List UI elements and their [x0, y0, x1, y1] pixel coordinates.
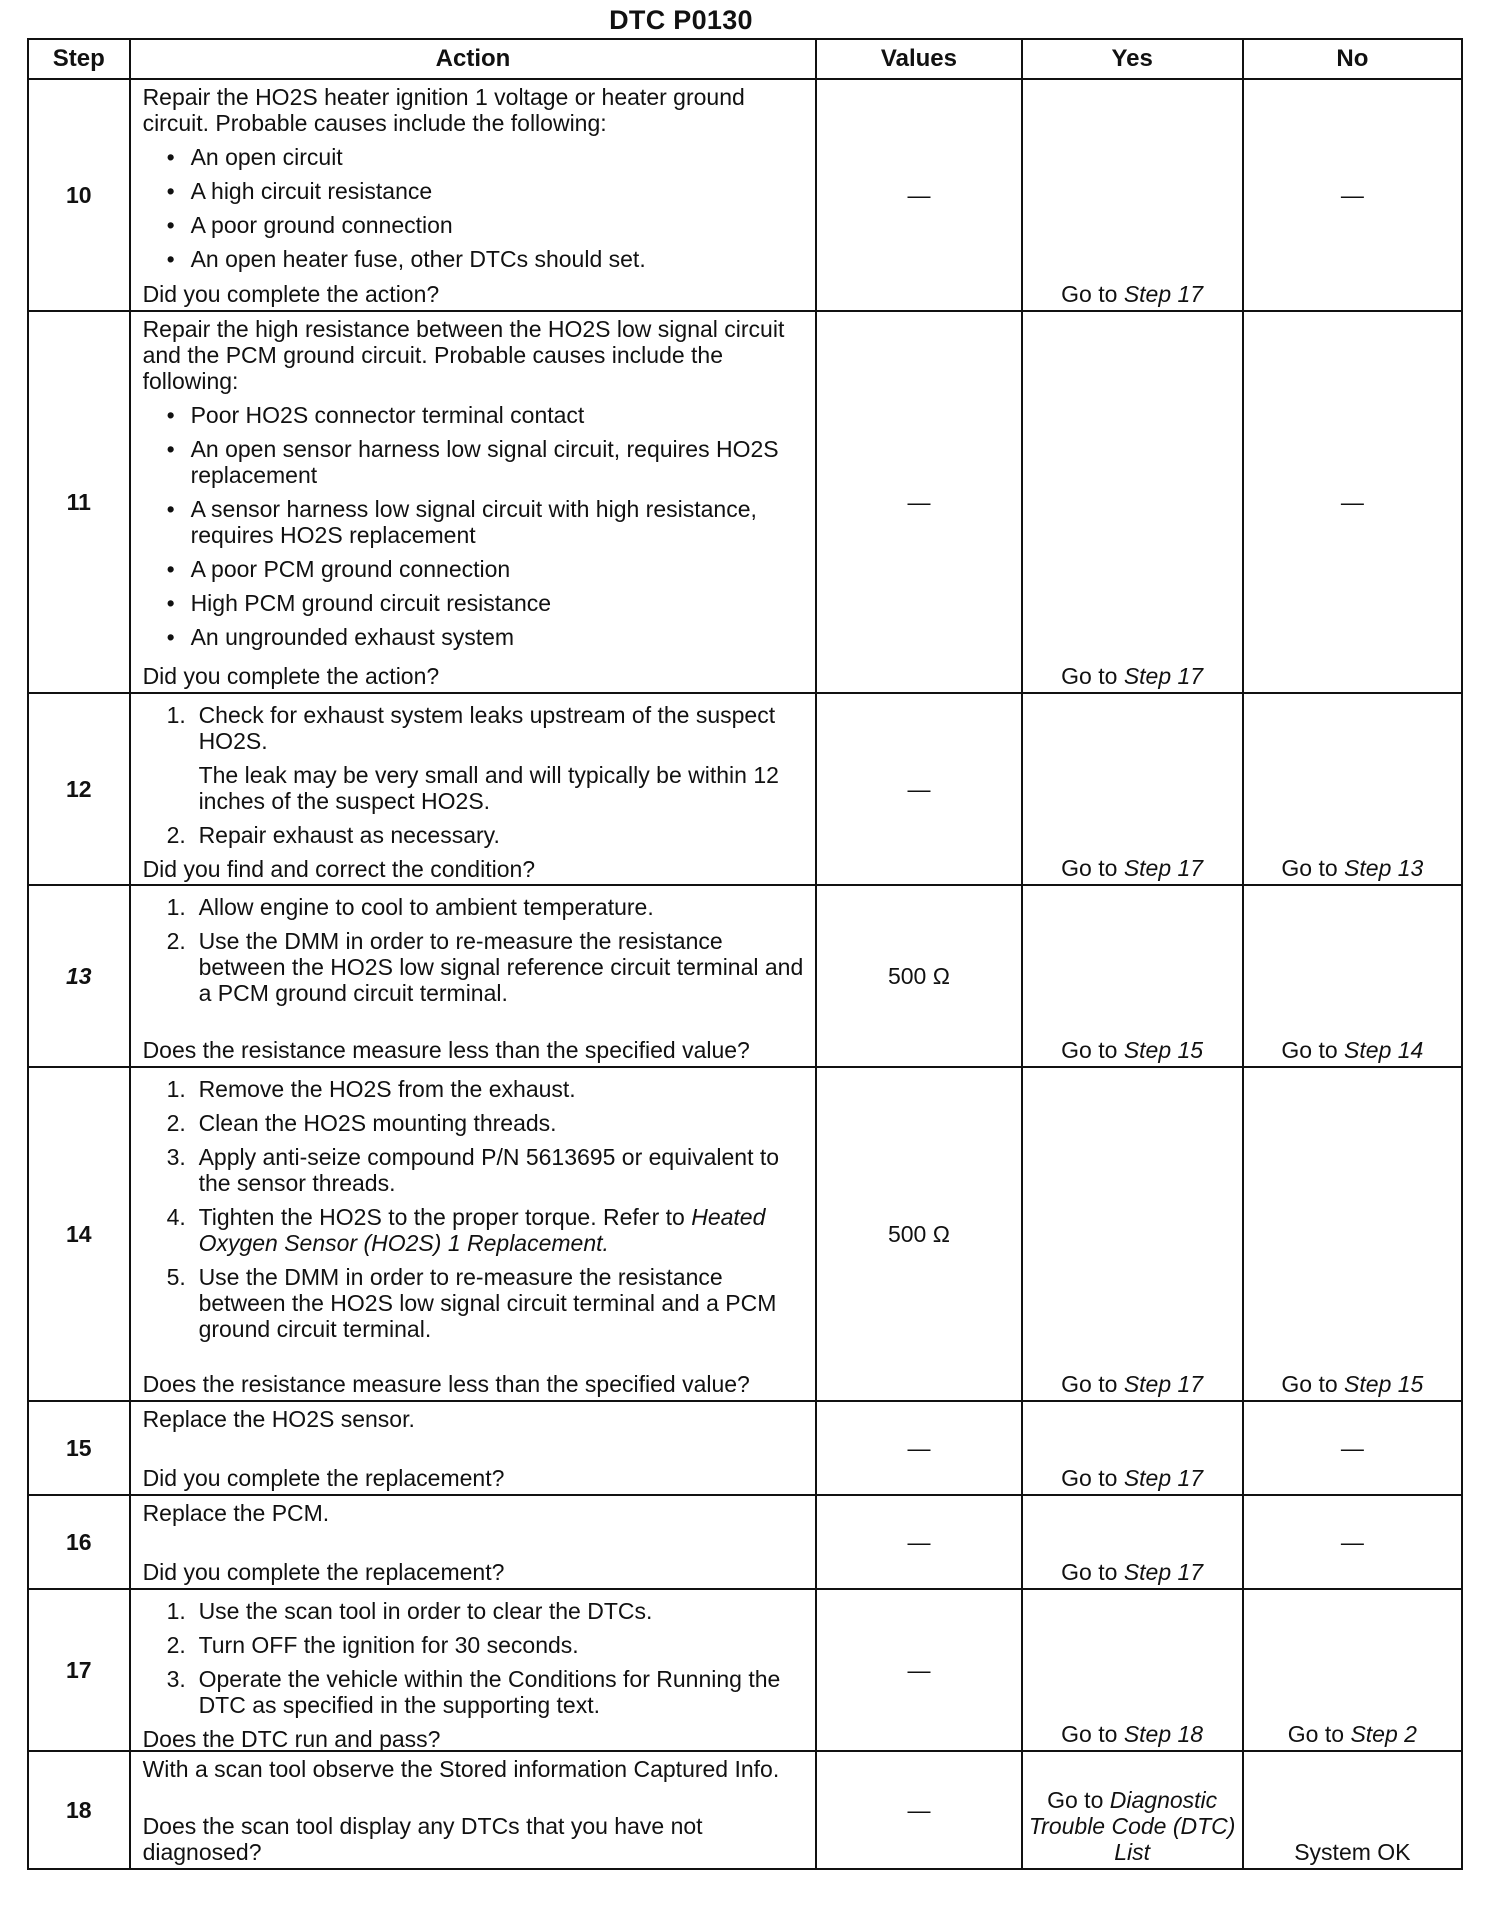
list-item: • An open sensor harness low signal circuit, requires HO2S replacement	[167, 436, 806, 488]
table-row	[28, 79, 1462, 311]
action-cell	[130, 79, 817, 311]
item-text: Allow engine to cool to ambient temperature.	[198, 894, 654, 920]
action-cell	[130, 1067, 817, 1401]
table-row	[28, 1589, 1462, 1751]
dtc-table	[27, 38, 1463, 1870]
action-question: Did you complete the action?	[142, 281, 440, 307]
procedure-list	[143, 894, 806, 1006]
yes-dtc-list-ref: Diagnostic Trouble Code (DTC) List	[1028, 1787, 1236, 1865]
values-cell: 500 Ω	[816, 1067, 1021, 1401]
item-text: Operate the vehicle within the Conditions for Running the DTC as specified in the supporting text.	[198, 1666, 781, 1718]
procedure-list	[143, 1598, 806, 1718]
go-to-label: Go to	[1047, 1787, 1104, 1813]
yes-cell	[1022, 693, 1243, 885]
no-cell	[1243, 885, 1462, 1067]
procedure-list	[143, 702, 806, 848]
go-to-label: Go to	[1061, 1559, 1118, 1585]
no-cell	[1243, 1067, 1462, 1401]
go-to-label: Go to	[1061, 663, 1118, 689]
list-item: 2. Use the DMM in order to re-measure the resistance between the HO2S low signal reference circuit terminal and a PCM ground circuit terminal.	[166, 928, 804, 1006]
list-item: • A sensor harness low signal circuit with high resistance, requires HO2S replacement	[167, 496, 806, 548]
action-question: Did you find and correct the condition?	[142, 856, 536, 882]
step-number: 12	[28, 693, 130, 885]
go-to-label: Go to	[1287, 1721, 1345, 1747]
action-cell	[130, 311, 817, 693]
list-item: • A high circuit resistance	[167, 178, 806, 204]
table-row	[28, 311, 1462, 693]
no-cell: —	[1243, 79, 1462, 311]
list-item: 4. Tighten the HO2S to the proper torque. Refer to Heated Oxygen Sensor (HO2S) 1 Replacement.	[166, 1204, 766, 1256]
values-cell: —	[816, 1751, 1021, 1869]
yes-cell	[1022, 1067, 1243, 1401]
action-question: Does the scan tool display any DTCs that you have not diagnosed?	[142, 1813, 703, 1865]
list-item: 2. Repair exhaust as necessary.	[166, 822, 500, 848]
yes-step-ref: Step 17	[1123, 281, 1204, 307]
list-item: • Poor HO2S connector terminal contact	[167, 402, 806, 428]
header-no: No	[1243, 39, 1462, 79]
yes-step-ref: Step 15	[1123, 1037, 1204, 1063]
table-row	[28, 693, 1462, 885]
step-number: 14	[28, 1067, 130, 1401]
step-number: 15	[28, 1401, 130, 1495]
step-number: 16	[28, 1495, 130, 1589]
action-cell	[130, 1751, 817, 1869]
no-cell: System OK	[1243, 1751, 1462, 1869]
yes-step-ref: Step 18	[1123, 1721, 1204, 1747]
table-row	[28, 1067, 1462, 1401]
values-cell: —	[816, 1495, 1021, 1589]
step-number: 10	[28, 79, 130, 311]
list-item: 3. Apply anti-seize compound P/N 5613695 or equivalent to the sensor threads.	[166, 1144, 780, 1196]
list-item: • High PCM ground circuit resistance	[167, 590, 806, 616]
go-to-label: Go to	[1061, 1371, 1118, 1397]
yes-step-ref: Step 17	[1123, 1465, 1204, 1491]
item-text: Turn OFF the ignition for 30 seconds.	[198, 1632, 579, 1658]
action-intro: With a scan tool observe the Stored information Captured Info.	[142, 1756, 780, 1782]
list-item: 1. Use the scan tool in order to clear the DTCs.	[166, 1598, 653, 1624]
list-item: • An open heater fuse, other DTCs should set.	[167, 246, 806, 272]
action-intro: Replace the PCM.	[142, 1500, 330, 1526]
table-row	[28, 1401, 1462, 1495]
action-intro: Replace the HO2S sensor.	[142, 1406, 415, 1432]
action-question: Did you complete the replacement?	[142, 1559, 505, 1585]
header-yes: Yes	[1022, 39, 1243, 79]
no-cell: —	[1243, 311, 1462, 693]
action-intro: Repair the HO2S heater ignition 1 voltage or heater ground circuit. Probable causes include the following:	[142, 84, 745, 136]
no-step-ref: Step 13	[1344, 855, 1424, 881]
list-item: 2. Turn OFF the ignition for 30 seconds.	[166, 1632, 579, 1658]
item-note: The leak may be very small and will typically be within 12 inches of the suspect HO2S.	[198, 762, 779, 814]
item-reference: Heated Oxygen Sensor (HO2S) 1 Replacement.	[198, 1204, 766, 1256]
yes-step-ref: Step 17	[1123, 1371, 1204, 1397]
yes-step-ref: Step 17	[1123, 855, 1204, 881]
action-cell	[130, 885, 817, 1067]
list-item: • A poor PCM ground connection	[167, 556, 806, 582]
step-number: 18	[28, 1751, 130, 1869]
action-cell	[130, 1495, 817, 1589]
action-question: Does the resistance measure less than the specified value?	[142, 1371, 750, 1397]
go-to-label: Go to	[1281, 1037, 1338, 1063]
item-text: Apply anti-seize compound P/N 5613695 or equivalent to the sensor threads.	[198, 1144, 780, 1196]
no-step-ref: Step 2	[1350, 1721, 1417, 1747]
no-cell	[1243, 1589, 1462, 1751]
yes-cell	[1022, 1751, 1243, 1869]
action-cell	[130, 1589, 817, 1751]
values-cell: 500 Ω	[816, 885, 1021, 1067]
item-text: Use the DMM in order to re-measure the resistance between the HO2S low signal reference circuit terminal and a PCM ground circuit terminal.	[198, 928, 804, 1006]
table-row	[28, 1495, 1462, 1589]
item-text: Repair exhaust as necessary.	[198, 822, 500, 848]
no-cell: —	[1243, 1495, 1462, 1589]
list-item: 5. Use the DMM in order to re-measure the resistance between the HO2S low signal circuit terminal and a PCM ground circuit terminal.	[166, 1264, 777, 1342]
item-text: Clean the HO2S mounting threads.	[198, 1110, 557, 1136]
cause-list	[143, 144, 806, 272]
list-item: • A poor ground connection	[167, 212, 806, 238]
cause-list	[143, 402, 806, 650]
values-cell: —	[816, 311, 1021, 693]
go-to-label: Go to	[1061, 1465, 1118, 1491]
go-to-label: Go to	[1061, 1037, 1118, 1063]
action-question: Does the resistance measure less than the specified value?	[142, 1037, 750, 1063]
step-number: 11	[28, 311, 130, 693]
no-step-ref: Step 15	[1344, 1371, 1424, 1397]
procedure-list	[143, 1076, 806, 1342]
go-to-label: Go to	[1061, 281, 1118, 307]
list-item: 2. Clean the HO2S mounting threads.	[166, 1110, 557, 1136]
header-values: Values	[816, 39, 1021, 79]
yes-cell	[1022, 1495, 1243, 1589]
header-action: Action	[130, 39, 817, 79]
list-item: • An ungrounded exhaust system	[167, 624, 806, 650]
no-cell	[1243, 693, 1462, 885]
yes-cell	[1022, 1589, 1243, 1751]
go-to-label: Go to	[1061, 855, 1118, 881]
list-item: 1. Remove the HO2S from the exhaust.	[166, 1076, 576, 1102]
item-text: Remove the HO2S from the exhaust.	[198, 1076, 576, 1102]
action-question: Did you complete the action?	[142, 663, 440, 689]
yes-step-ref: Step 17	[1123, 1559, 1204, 1585]
values-cell: —	[816, 1401, 1021, 1495]
list-item: • An open circuit	[167, 144, 806, 170]
values-cell: —	[816, 693, 1021, 885]
table-row	[28, 885, 1462, 1067]
yes-cell	[1022, 79, 1243, 311]
no-cell: —	[1243, 1401, 1462, 1495]
go-to-label: Go to	[1061, 1721, 1118, 1747]
go-to-label: Go to	[1281, 1371, 1338, 1397]
yes-step-ref: Step 17	[1123, 663, 1204, 689]
list-item: 1. Check for exhaust system leaks upstream of the suspect HO2S. The leak may be very small and will typically be within 12 inches of the suspect HO2S.	[167, 702, 806, 814]
list-item: 3. Operate the vehicle within the Conditions for Running the DTC as specified in the supporting text.	[166, 1666, 781, 1718]
yes-cell	[1022, 1401, 1243, 1495]
values-cell: —	[816, 1589, 1021, 1751]
step-number: 13	[28, 885, 130, 1067]
header-step: Step	[28, 39, 130, 79]
action-question: Does the DTC run and pass?	[142, 1726, 441, 1752]
action-question: Did you complete the replacement?	[142, 1465, 505, 1491]
page-title: DTC P0130	[609, 5, 753, 35]
step-number: 17	[28, 1589, 130, 1751]
list-item: 1. Allow engine to cool to ambient temperature.	[166, 894, 654, 920]
header-row	[28, 39, 1462, 79]
values-cell: —	[816, 79, 1021, 311]
yes-cell	[1022, 885, 1243, 1067]
action-cell	[130, 1401, 817, 1495]
item-text: Tighten the HO2S to the proper torque. Refer to	[198, 1204, 685, 1230]
go-to-label: Go to	[1281, 855, 1338, 881]
yes-cell	[1022, 311, 1243, 693]
item-text: Use the scan tool in order to clear the DTCs.	[198, 1598, 653, 1624]
table-row	[28, 1751, 1462, 1869]
action-intro: Repair the high resistance between the HO2S low signal circuit and the PCM ground circuit. Probable causes include the following:	[142, 316, 785, 394]
action-cell	[130, 693, 817, 885]
item-text: Use the DMM in order to re-measure the resistance between the HO2S low signal circuit terminal and a PCM ground circuit terminal.	[198, 1264, 777, 1342]
no-step-ref: Step 14	[1344, 1037, 1424, 1063]
item-text: Check for exhaust system leaks upstream of the suspect HO2S.	[198, 702, 776, 754]
